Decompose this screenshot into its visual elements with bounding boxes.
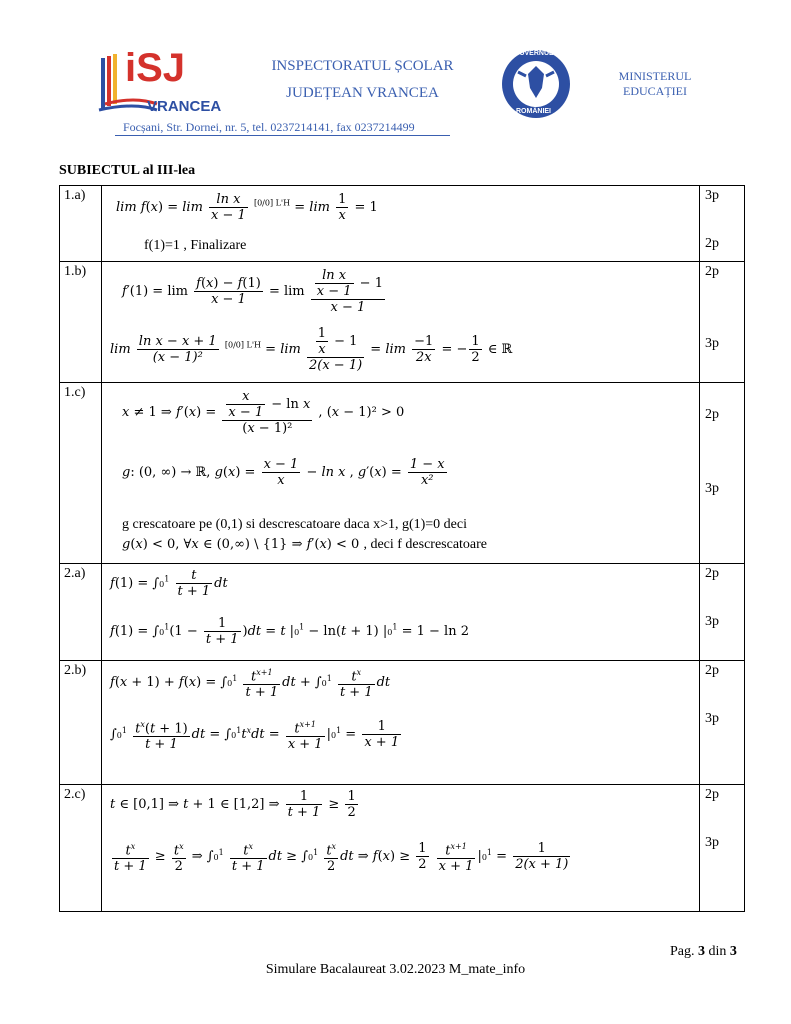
- formula-integral: $f(1) = \int 0^1$ $\frac{t}{t + 1}$ dt: [110, 568, 228, 599]
- points: 2p: [705, 566, 719, 581]
- address: Focșani, Str. Dornei, nr. 5, tel. 0237214141, fax 0237214499: [123, 120, 415, 134]
- org-line-1: INSPECTORATUL ȘCOLAR: [271, 58, 454, 74]
- exam-name: Simulare Bacalaureat 3.02.2023 M_mate_info: [265, 962, 526, 977]
- row-label: 1.b): [60, 262, 102, 383]
- points: 2p: [705, 787, 719, 802]
- formula-conclusion: g(x) < 0, ∀x ∈ (0,∞) \ {1} ⇒ f′(x) < 0 , deci f descrescatoare: [122, 537, 488, 552]
- points: 3p: [705, 614, 719, 629]
- formula-limit: lim f(x) = lim $\frac{\text{ln x}}{x - 1}$ $^{[0/0] L'H}$ = lim $\frac{1}{x}$ = 1: [116, 192, 378, 223]
- table-row: [60, 564, 745, 661]
- ministry-line-2: EDUCAȚIEI: [623, 84, 687, 98]
- solution-cell: [102, 564, 700, 661]
- table-row: [60, 383, 745, 564]
- points: 3p: [705, 835, 719, 850]
- government-seal: [500, 48, 572, 120]
- table-row: [60, 262, 745, 383]
- header-divider: [115, 135, 450, 136]
- formula-sum-value: $\int 0^1$ $\frac{t^x(t + 1)}{t + 1}$ dt = $\int 0^1t^xdt$ = $\frac{t^{x+1}}{x + 1}$ $|0^1$ = $\frac{1}{x + 1}$: [110, 719, 400, 753]
- row-label: 2.b): [60, 661, 102, 785]
- points-cell: [700, 785, 745, 912]
- points: 2p: [705, 663, 719, 678]
- formula-function-g: g: (0, ∞) → ℝ, g(x) = $\frac{x - 1}{x}$ − ln x , g′(x) = $\frac{1 - x}{\text{x²}}$: [122, 457, 445, 488]
- formula-derivative-fx: x ≠ 1 ⇒ f′(x) = $\frac{x}{x - 1}$ − ln x (x − 1)² , (x − 1)² > 0: [122, 389, 405, 436]
- table-row: [60, 186, 745, 262]
- page-mid: din: [708, 944, 727, 959]
- points: 2p: [705, 236, 719, 251]
- points-cell: [700, 262, 745, 383]
- row-label: 1.c): [60, 383, 102, 564]
- section-title: SUBIECTUL al III-lea: [59, 163, 196, 178]
- solution-cell: [102, 262, 700, 383]
- table-row: [60, 785, 745, 912]
- row-label: 2.c): [60, 785, 102, 912]
- formula-inequality-integral: $\frac{t^x}{t + 1}$ ≥ $\frac{t^x}{2}$ ⇒ $\int 0^1$ $\frac{t^x}{t + 1}$ dt ≥ $\int 0^1$ $\frac{t^x}{2}$ dt ⇒ f(x) ≥ $\frac{1}{2}$ $\frac{t^{x+1}}{x + 1}$ $|0^1$ = $\frac{1}{2(x + 1)}$: [114, 841, 569, 875]
- page-prefix: Pag.: [670, 944, 695, 959]
- formula-derivative: f′(1) = lim $\frac{f(x) - f(1)}{x - 1}$ = lim $\frac{\text{ln x}}{x - 1}$ − 1 x − 1: [122, 268, 383, 315]
- points: 3p: [705, 711, 719, 726]
- ministry-line-1: MINISTERUL: [618, 69, 692, 83]
- formula-inequality: t ∈ [0,1] ⇒ t + 1 ∈ [1,2] ⇒ $\frac{1}{t + 1}$ ≥ $\frac{1}{2}$: [110, 789, 356, 820]
- points: 3p: [705, 336, 719, 351]
- table-row: [60, 661, 745, 785]
- solutions-table: [59, 185, 745, 912]
- points-cell: [700, 383, 745, 564]
- solution-cell: [102, 186, 700, 262]
- row-label: 2.a): [60, 564, 102, 661]
- org-line-2: JUDEȚEAN VRANCEA: [286, 85, 439, 101]
- page-number: [670, 944, 737, 960]
- points: 3p: [705, 188, 719, 203]
- conclusion-text: , deci f descrescatoare: [363, 537, 488, 552]
- seal-top-text: GUVERNUL: [514, 50, 554, 57]
- points-cell: [700, 661, 745, 785]
- formula-integral-value: $f(1) = \int 0^1(1$ − $\frac{1}{t + 1}$ )dt = t $|0^1 - \ln(t + 1) |0^1 = 1 - \ln 2$: [110, 616, 469, 647]
- isj-logo-text: iSJ: [125, 46, 186, 90]
- isj-logo: [95, 48, 235, 120]
- row-note: f(1)=1 , Finalizare: [144, 238, 247, 253]
- points: 3p: [705, 481, 719, 496]
- solution-cell: [102, 383, 700, 564]
- points-cell: [700, 186, 745, 262]
- monotony-text: g crescatoare pe (0,1) si descrescatoare daca x>1, g(1)=0 deci: [122, 517, 468, 532]
- solution-cell: [102, 661, 700, 785]
- row-label: 1.a): [60, 186, 102, 262]
- solution-cell: [102, 785, 700, 912]
- points-cell: [700, 564, 745, 661]
- formula-limit-value: lim $\frac{\text{ln x − x + 1}}{\text{(x − 1)²}}$ $^{[0/0] L'H}$ = lim $\frac{1}{x}$ − 1 2(x − 1) = lim $\frac{-1}{2x}$ = − $\frac{1}{2}$ ∈ ℝ: [110, 326, 513, 373]
- page-total: 3: [729, 944, 737, 959]
- points: 2p: [705, 264, 719, 279]
- seal-bottom-text: ROMÂNIEI: [516, 108, 551, 115]
- formula-sum: $f(x + 1) + f(x) = \int 0^1$ $\frac{t^{x+1}}{t + 1}$ dt + $\int 0^1$ $\frac{t^x}{t + 1}$ dt: [110, 668, 391, 701]
- points: 2p: [705, 407, 719, 422]
- page-current: 3: [698, 944, 705, 959]
- isj-logo-county: VRANCEA: [147, 98, 222, 115]
